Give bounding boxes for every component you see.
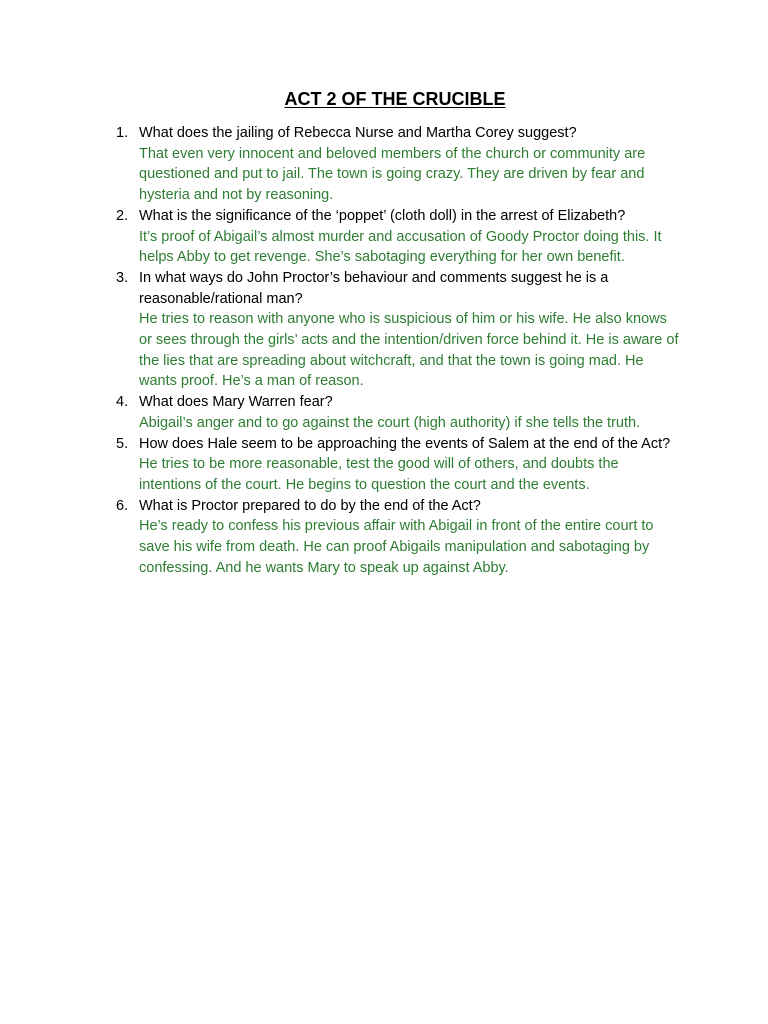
question-number: 6. bbox=[116, 497, 129, 514]
answer-text: He’s ready to confess his previous affair with Abigail in front of the entire court to save his wife from death. He can proof Abigails manipulation and sabotaging by confessing. And he wants Mary to speak up against Abby. bbox=[139, 518, 654, 576]
question-number: 2. bbox=[116, 207, 129, 224]
question-number: 1. bbox=[116, 125, 129, 141]
question-text: What is the significance of the ‘poppet’ (cloth doll) in the arrest of Elizabeth? bbox=[139, 207, 626, 224]
question-number: 4. bbox=[116, 394, 129, 411]
answer-text: He tries to be more reasonable, test the good will of others, and doubts the intentions of the court. He begins to question the court and the events. bbox=[139, 456, 619, 493]
question-number: 5. bbox=[116, 435, 129, 452]
list-item-q2 bbox=[113, 206, 683, 268]
answer-text: That even very innocent and beloved members of the church or community are questioned and put to jail. The town is going crazy. They are driven by fear and hysteria and not by reasoning. bbox=[139, 145, 646, 204]
answer-text: He tries to reason with anyone who is suspicious of him or his wife. He also knows or sees through the girls’ acts and the intention/driven force behind it. He is aware of the lies that are spreading about witchcraft, and that the town is going mad. He wants proof. He’s a man of reason. bbox=[139, 311, 679, 390]
question-text: How does Hale seem to be approaching the events of Salem at the end of the Act? bbox=[139, 435, 671, 452]
answer-text: It’s proof of Abigail’s almost murder and accusation of Goody Proctor doing this. It helps Abby to get revenge. She’s sabotaging everything for her own benefit. bbox=[139, 228, 662, 266]
question-text: What does Mary Warren fear? bbox=[139, 394, 333, 411]
list-item-q3 bbox=[113, 268, 683, 392]
document-title: ACT 2 OF THE CRUCIBLE bbox=[284, 89, 506, 109]
answer-text: Abigail’s anger and to go against the court (high authority) if she tells the truth. bbox=[139, 414, 641, 431]
list-item-q5 bbox=[113, 434, 683, 496]
list-item-q6 bbox=[113, 496, 683, 579]
list-item-q4 bbox=[113, 392, 683, 433]
question-text: In what ways do John Proctor’s behaviour and comments suggest he is a reasonable/rational man? bbox=[139, 269, 609, 307]
question-text: What does the jailing of Rebecca Nurse and Martha Corey suggest? bbox=[139, 125, 577, 141]
list-item-q1 bbox=[113, 123, 683, 206]
question-number: 3. bbox=[116, 269, 129, 286]
question-text: What is Proctor prepared to do by the end of the Act? bbox=[139, 497, 481, 514]
question-list bbox=[113, 123, 683, 578]
